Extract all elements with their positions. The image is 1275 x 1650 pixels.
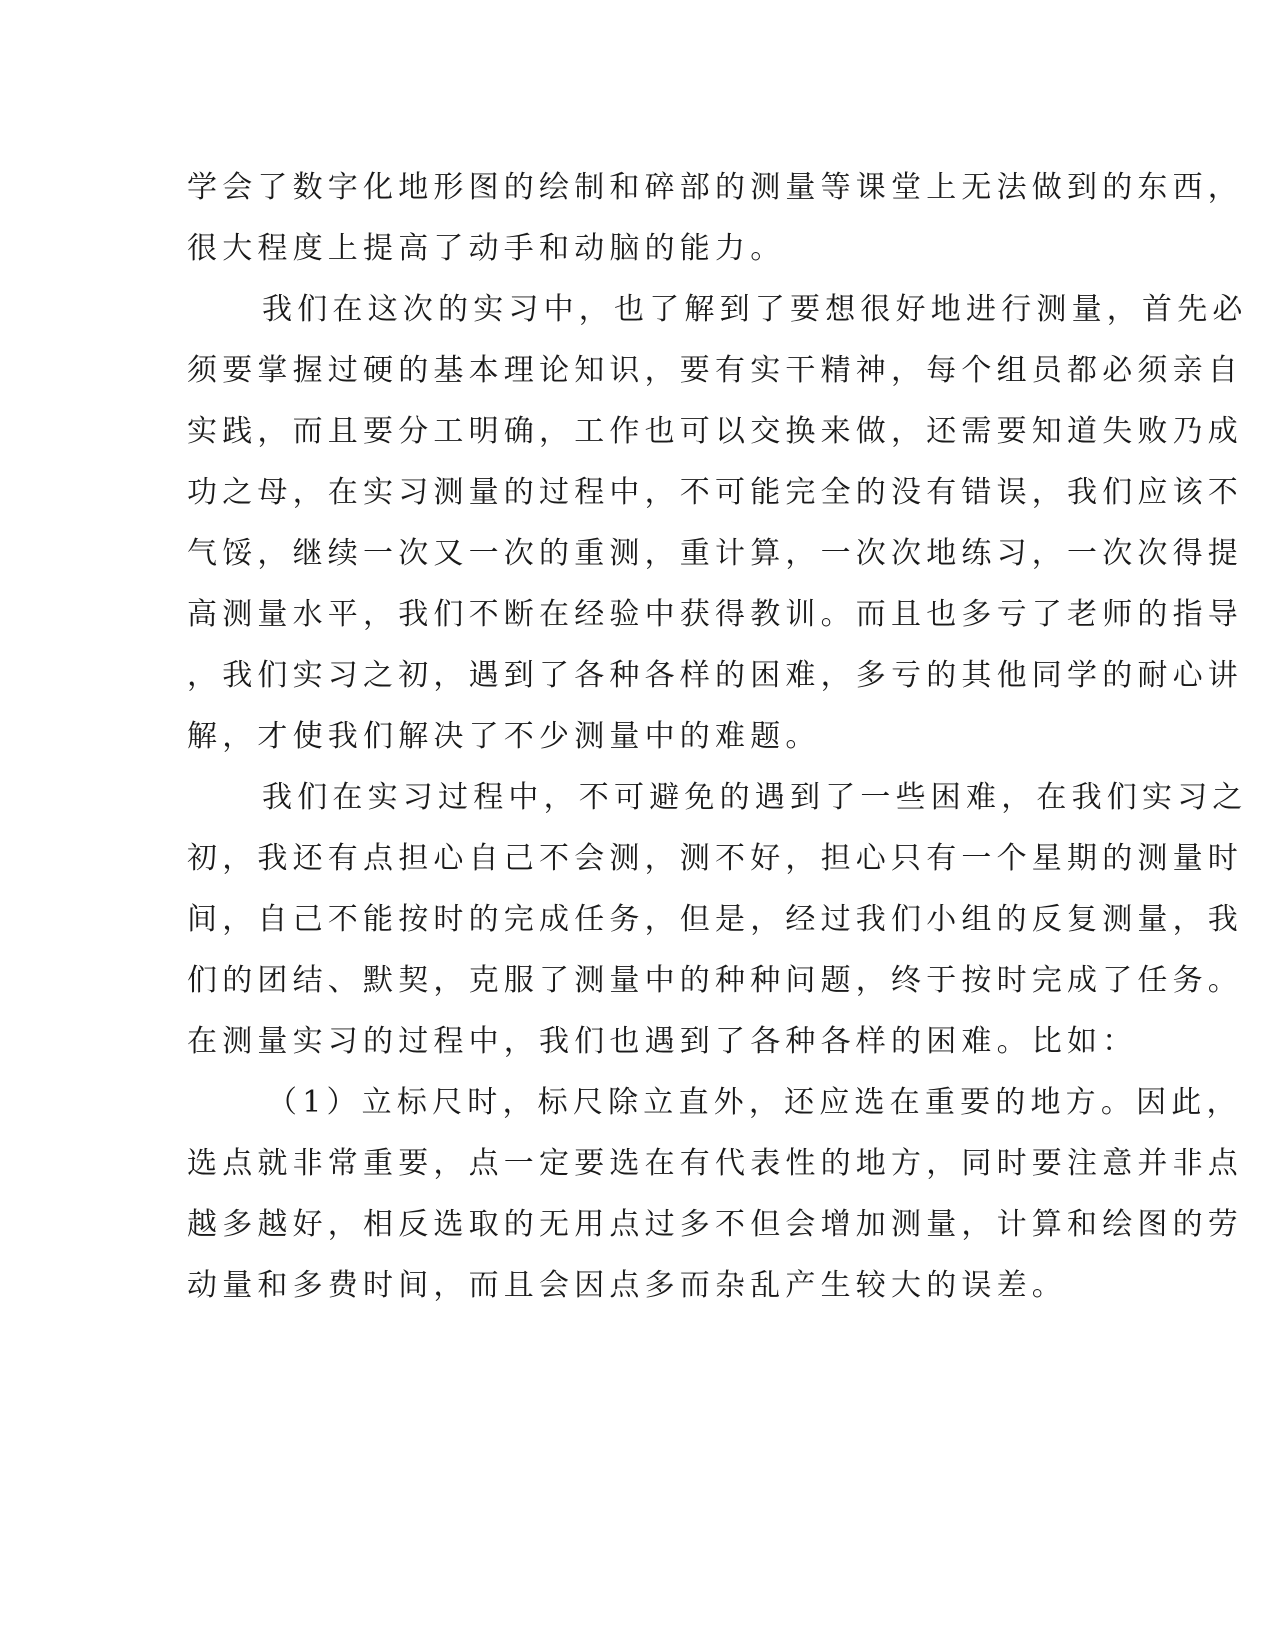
text-line: 选点就非常重要，点一定要选在有代表性的地方，同时要注意并非点 [187, 1146, 1243, 1181]
paragraph-first-line: 我们在这次的实习中，也了解到了要想很好地进行测量，首先必 [262, 292, 1248, 327]
body-text [187, 157, 1248, 1316]
text-line: 很大程度上提高了动手和动脑的能力。 [187, 231, 786, 266]
text-line: ，我们实习之初，遇到了各种各样的困难，多亏的其他同学的耐心讲 [187, 658, 1243, 693]
text-line: 越多越好，相反选取的无用点过多不但会增加测量，计算和绘图的劳 [187, 1207, 1243, 1242]
text-line: 须要掌握过硬的基本理论知识，要有实干精神，每个组员都必须亲自 [187, 353, 1243, 388]
text-line: 学会了数字化地形图的绘制和碎部的测量等课堂上无法做到的东西， [187, 170, 1243, 205]
text-line: 气馁，继续一次又一次的重测，重计算，一次次地练习，一次次得提 [187, 536, 1243, 571]
text-line: 解，才使我们解决了不少测量中的难题。 [187, 719, 821, 754]
text-line: 们的团结、默契，克服了测量中的种种问题，终于按时完成了任务。 [187, 963, 1243, 998]
text-line: 高测量水平，我们不断在经验中获得教训。而且也多亏了老师的指导 [187, 597, 1243, 632]
text-line: 初，我还有点担心自己不会测，测不好，担心只有一个星期的测量时 [187, 841, 1243, 876]
paragraph-first-line: 我们在实习过程中，不可避免的遇到了一些困难，在我们实习之 [262, 780, 1248, 815]
text-line: 动量和多费时间，而且会因点多而杂乱产生较大的误差。 [187, 1268, 1067, 1303]
text-line: 实践，而且要分工明确，工作也可以交换来做，还需要知道失败乃成 [187, 414, 1243, 449]
text-line: 在测量实习的过程中，我们也遇到了各种各样的困难。比如： [187, 1024, 1138, 1059]
text-line: 功之母，在实习测量的过程中，不可能完全的没有错误，我们应该不 [187, 475, 1243, 510]
list-item-first-line: （1）立标尺时，标尺除立直外，还应选在重要的地方。因此， [267, 1085, 1242, 1120]
text-line: 间，自己不能按时的完成任务，但是，经过我们小组的反复测量，我 [187, 902, 1243, 937]
